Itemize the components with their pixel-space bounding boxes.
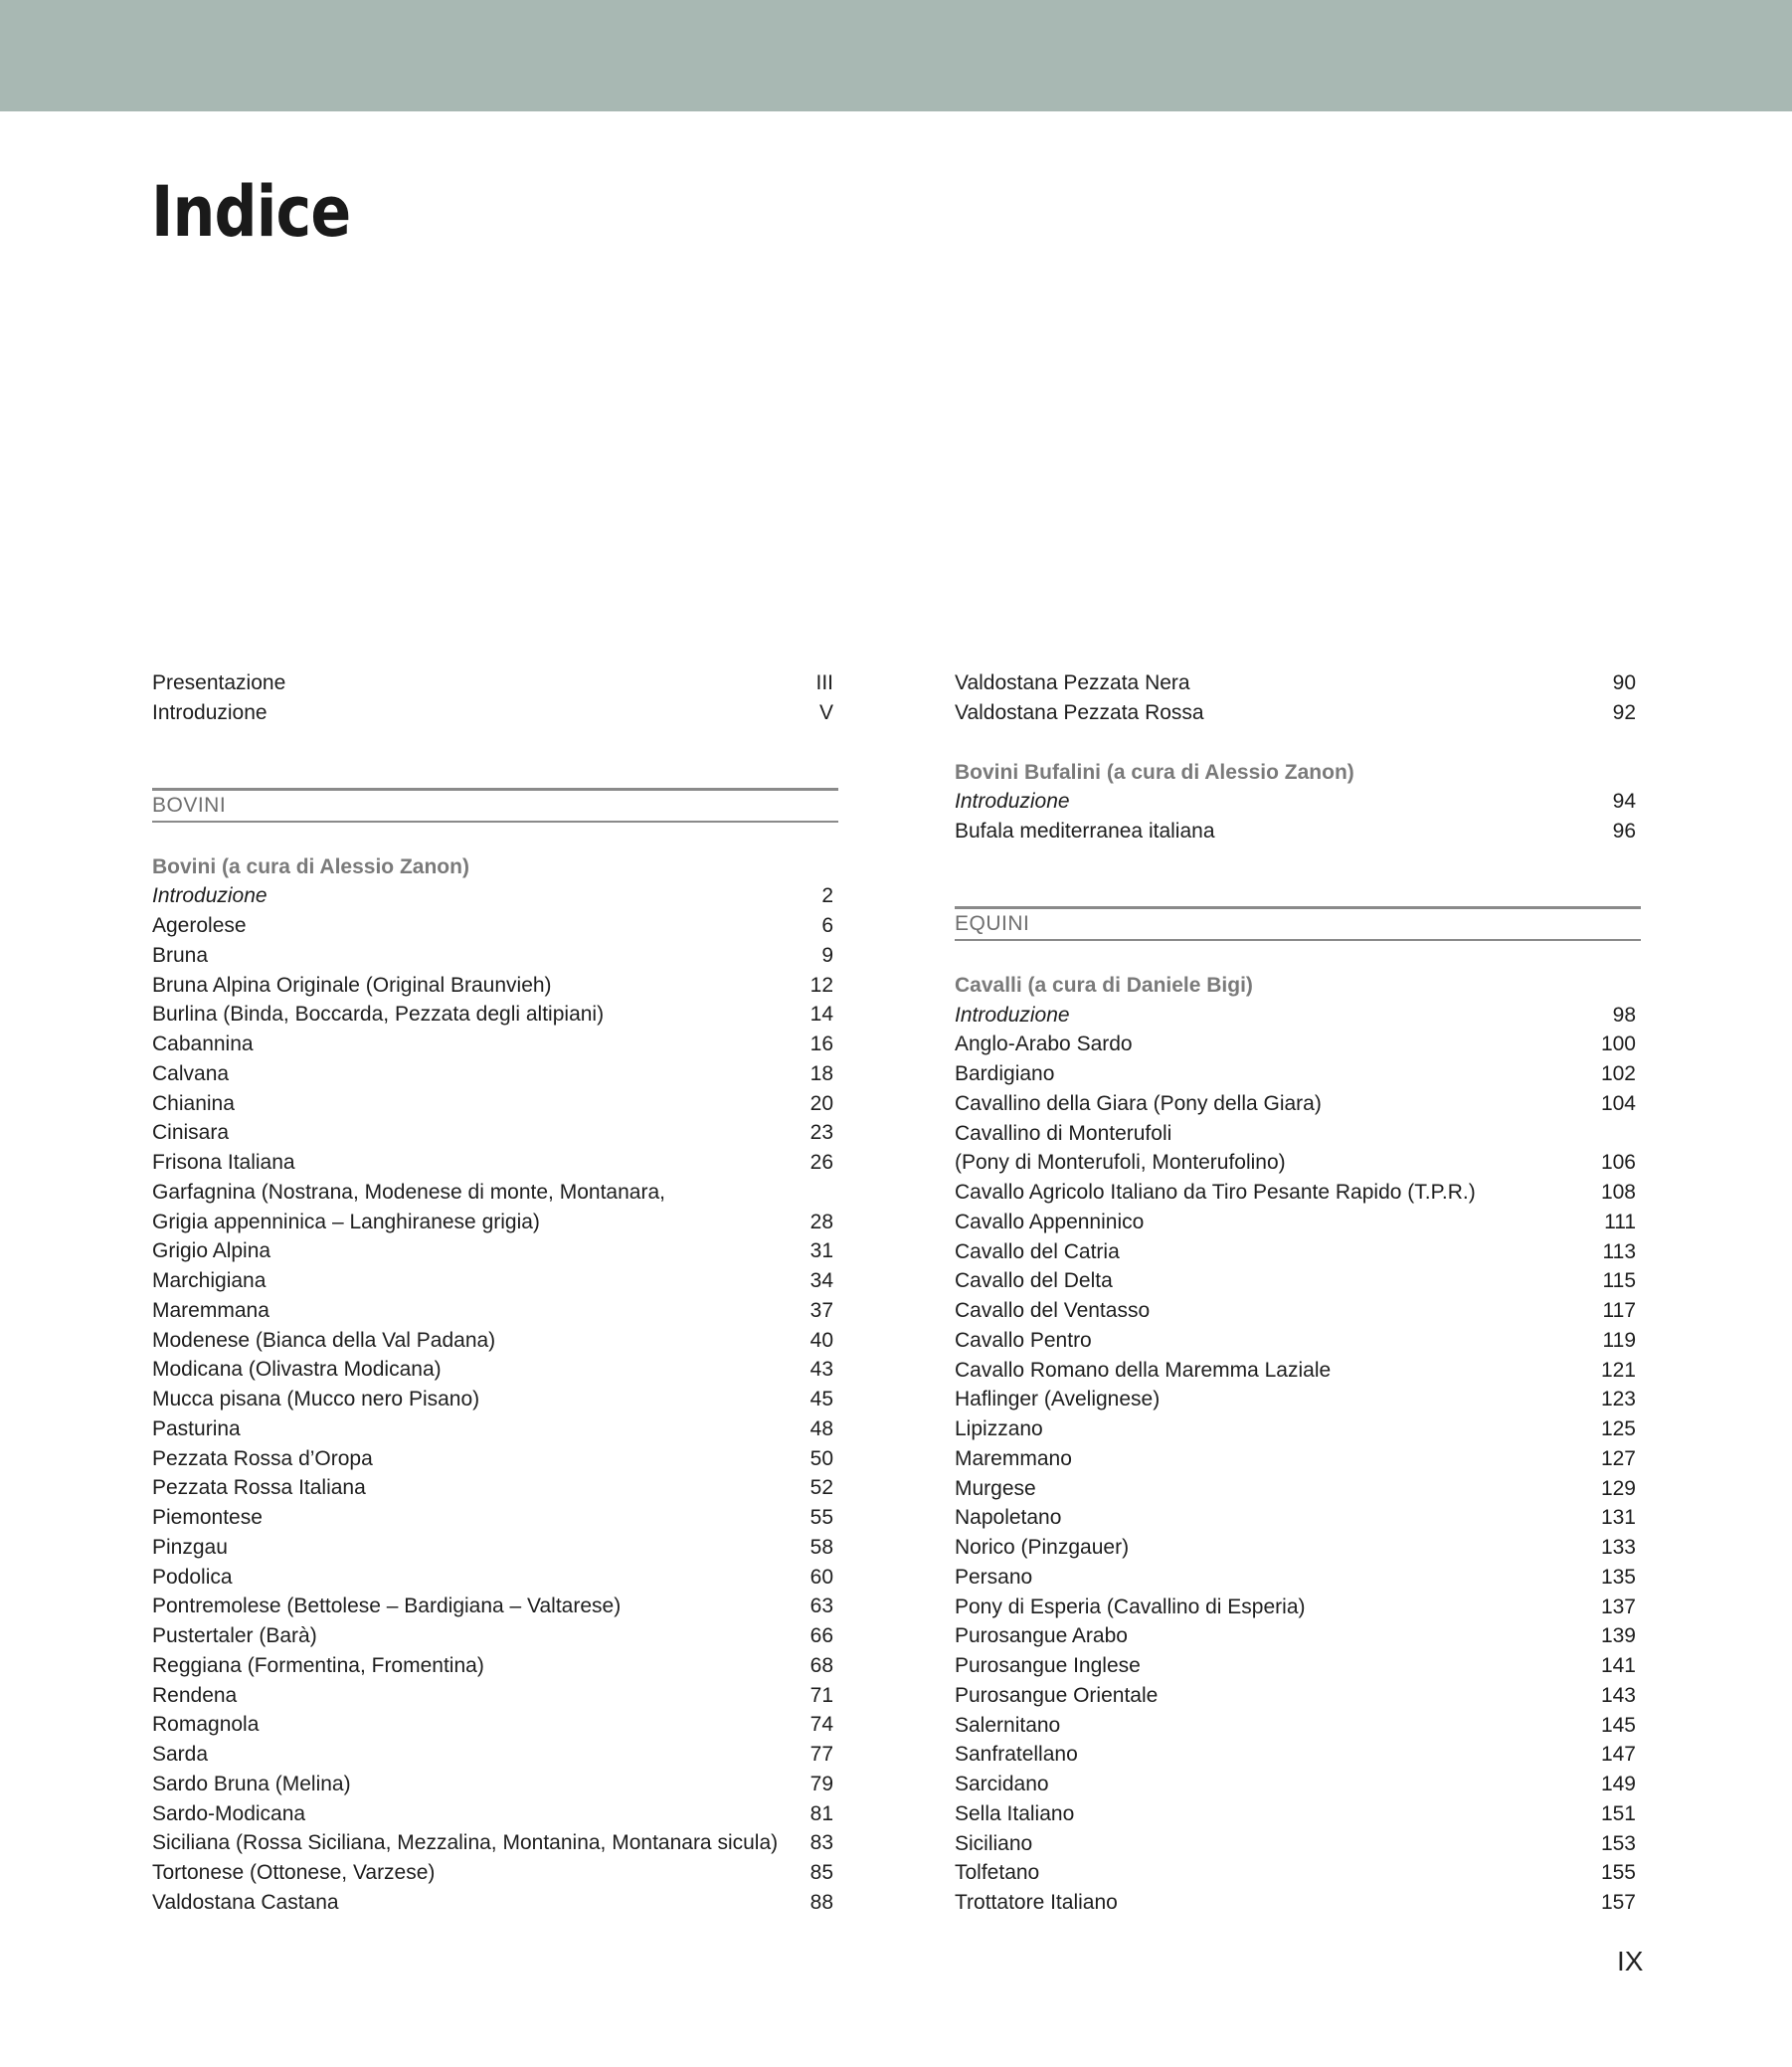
toc-entry <box>152 1503 838 1533</box>
group-heading-bovini: Bovini (a cura di Alessio Zanon) <box>152 854 469 878</box>
toc-entry-title: Cavallo Agricolo Italiano da Tiro Pesante Rapido (T.P.R.) <box>955 1181 1476 1204</box>
toc-entry-title: Pontremolese (Bettolese – Bardigiana – Valtarese) <box>152 1595 622 1618</box>
toc-entry-title: (Pony di Monterufoli, Monterufolino) <box>955 1151 1286 1175</box>
toc-entry <box>152 1178 838 1208</box>
toc-entry <box>955 1296 1641 1326</box>
toc-entry-title: Mucca pisana (Mucco nero Pisano) <box>152 1388 480 1410</box>
toc-entry-title: Maremmana <box>152 1298 269 1322</box>
toc-entry-title: Grigio Alpina <box>152 1239 271 1263</box>
toc-entry-page: 74 <box>809 1713 833 1737</box>
toc-entry <box>152 1236 838 1266</box>
toc-entry-title: Pezzata Rossa d’Oropa <box>152 1446 373 1470</box>
toc-entry-title: Purosangue Arabo <box>955 1624 1128 1648</box>
toc-entry <box>955 1621 1641 1651</box>
toc-entry-page: 106 <box>1600 1151 1636 1175</box>
toc-entry <box>955 1089 1641 1119</box>
toc-entry <box>955 1208 1641 1237</box>
toc-entry-page: 71 <box>809 1683 833 1707</box>
toc-entry-page: 147 <box>1600 1743 1636 1767</box>
toc-entry-page: 129 <box>1600 1476 1636 1500</box>
toc-entry <box>955 1059 1641 1089</box>
toc-entry <box>955 1414 1641 1444</box>
toc-entry-page: 137 <box>1600 1595 1636 1618</box>
toc-entry <box>152 1533 838 1563</box>
toc-entry-page: 23 <box>809 1121 833 1145</box>
page-number: IX <box>1617 1946 1644 1976</box>
toc-entry-title: Rendena <box>152 1683 238 1707</box>
toc-entry-page: 151 <box>1600 1801 1636 1825</box>
toc-entry <box>152 1740 838 1770</box>
toc-entry-page: 37 <box>809 1298 833 1322</box>
toc-entry-page: 77 <box>809 1743 833 1766</box>
toc-entry <box>955 1266 1641 1296</box>
toc-entry <box>152 1118 838 1148</box>
toc-entry-title: Cavallo del Catria <box>955 1239 1120 1263</box>
toc-entry-page: 108 <box>1600 1181 1636 1204</box>
toc-entry <box>152 1651 838 1681</box>
toc-column-left <box>152 668 838 1918</box>
toc-entry-page: 60 <box>809 1565 833 1589</box>
toc-entry-page: 55 <box>809 1506 833 1529</box>
toc-entry <box>152 1059 838 1089</box>
toc-entry-title: Siciliano <box>955 1831 1033 1855</box>
toc-entry <box>152 1563 838 1593</box>
toc-entry-title: Tolfetano <box>955 1861 1040 1885</box>
toc-entry <box>152 1326 838 1356</box>
toc-entry <box>955 1740 1641 1770</box>
toc-entry-title: Valdostana Pezzata Nera <box>955 671 1190 694</box>
toc-entry <box>955 817 1641 846</box>
toc-list-bufalini <box>955 787 1641 846</box>
toc-entry-title: Siciliana (Rossa Siciliana, Mezzalina, Montanina, Montanara sicula) <box>152 1831 779 1855</box>
toc-entry-title: Pinzgau <box>152 1535 228 1559</box>
toc-entry-title: Presentazione <box>152 671 286 694</box>
toc-entry-title: Pony di Esperia (Cavallino di Esperia) <box>955 1595 1306 1618</box>
toc-entry-title: Chianina <box>152 1091 235 1115</box>
toc-entry <box>955 1533 1641 1563</box>
toc-entry-title: Tortonese (Ottonese, Varzese) <box>152 1861 436 1884</box>
toc-entry-page: 18 <box>809 1061 833 1085</box>
toc-entry-page: 81 <box>809 1801 833 1825</box>
toc-entry <box>152 698 838 728</box>
toc-entry-page: 85 <box>809 1861 833 1884</box>
spacer <box>955 728 1641 758</box>
toc-entry-title: Cavallino della Giara (Pony della Giara) <box>955 1091 1322 1115</box>
toc-entry <box>152 1355 838 1385</box>
toc-entry-page: 145 <box>1600 1713 1636 1737</box>
toc-entry-title: Modenese (Bianca della Val Padana) <box>152 1328 496 1352</box>
toc-entry-page: 102 <box>1600 1062 1636 1085</box>
toc-entry-page: 143 <box>1600 1683 1636 1707</box>
toc-entry-page: 100 <box>1600 1033 1636 1056</box>
toc-entry <box>955 1711 1641 1741</box>
toc-entry-title: Romagnola <box>152 1713 260 1737</box>
toc-entry <box>955 1770 1641 1799</box>
toc-entry <box>152 1710 838 1740</box>
toc-entry-page: 83 <box>809 1831 833 1855</box>
toc-list-continued <box>955 668 1641 728</box>
toc-entry-page: 14 <box>809 1003 833 1027</box>
toc-entry-title: Grigia appenninica – Langhiranese grigia) <box>152 1210 540 1233</box>
toc-entry <box>152 1385 838 1414</box>
toc-entry-page: 34 <box>809 1269 833 1292</box>
toc-entry-title: Reggiana (Formentina, Fromentina) <box>152 1653 484 1677</box>
toc-entry <box>955 1888 1641 1918</box>
toc-entry-title: Sarcidano <box>955 1773 1049 1795</box>
toc-entry <box>955 1829 1641 1859</box>
toc-list-bovini <box>152 881 838 1917</box>
toc-entry <box>955 1563 1641 1593</box>
toc-entry-page: 135 <box>1600 1565 1636 1589</box>
toc-entry-page: 6 <box>821 914 833 937</box>
toc-entry-page: 94 <box>1612 790 1636 814</box>
toc-entry <box>152 1473 838 1503</box>
toc-entry-title: Maremmano <box>955 1446 1072 1470</box>
toc-entry <box>152 1681 838 1711</box>
toc-entry-title: Cinisara <box>152 1121 230 1145</box>
toc-entry-title: Valdostana Castana <box>152 1890 339 1914</box>
toc-entry <box>152 941 838 971</box>
toc-entry-title: Modicana (Olivastra Modicana) <box>152 1358 442 1382</box>
toc-entry-title: Salernitano <box>955 1713 1061 1737</box>
toc-entry <box>152 1266 838 1296</box>
toc-entry-title: Marchigiana <box>152 1269 267 1292</box>
toc-entry-title: Purosangue Orientale <box>955 1683 1159 1707</box>
toc-entry <box>955 1001 1641 1031</box>
toc-entry <box>955 1178 1641 1208</box>
toc-entry <box>152 1770 838 1799</box>
group-heading-cavalli: Cavalli (a cura di Daniele Bigi) <box>955 973 1253 997</box>
toc-entry <box>152 1799 838 1829</box>
toc-entry-title: Introduzione <box>152 884 268 908</box>
toc-entry-page: 119 <box>1602 1328 1636 1352</box>
toc-entry-page: 2 <box>821 884 833 908</box>
spacer <box>152 758 838 788</box>
toc-entry-title: Sardo-Modicana <box>152 1801 306 1825</box>
toc-entry-title: Cavallo Appenninico <box>955 1210 1145 1233</box>
toc-entry-title: Pustertaler (Barà) <box>152 1624 317 1647</box>
toc-entry <box>152 1148 838 1178</box>
toc-entry <box>152 911 838 941</box>
toc-entry-title: Cabannina <box>152 1033 254 1055</box>
toc-entry-page: 125 <box>1600 1417 1636 1440</box>
toc-entry <box>955 1444 1641 1474</box>
toc-entry <box>152 1828 838 1858</box>
toc-entry <box>152 881 838 911</box>
toc-entry <box>955 1030 1641 1059</box>
toc-entry <box>955 1356 1641 1386</box>
toc-entry-title: Trottatore Italiano <box>955 1891 1118 1914</box>
toc-entry <box>955 787 1641 817</box>
toc-entry-title: Bardigiano <box>955 1062 1055 1085</box>
toc-entry-title: Introduzione <box>955 1003 1070 1027</box>
toc-entry-title: Napoletano <box>955 1506 1062 1530</box>
toc-entry-page: 50 <box>809 1446 833 1470</box>
toc-entry <box>152 1858 838 1888</box>
toc-entry-title: Bufala mediterranea italiana <box>955 820 1215 843</box>
toc-entry-page: 113 <box>1602 1239 1636 1263</box>
toc-entry-page: 52 <box>809 1476 833 1500</box>
toc-entry-page: 115 <box>1602 1269 1636 1293</box>
toc-entry-title: Podolica <box>152 1565 233 1589</box>
toc-column-right <box>955 668 1641 1918</box>
toc-entry <box>152 668 838 698</box>
toc-entry-page: 68 <box>809 1653 833 1677</box>
toc-entry-title: Sardo Bruna (Melina) <box>152 1772 351 1795</box>
toc-entry-page: 88 <box>809 1890 833 1914</box>
toc-entry-title: Persano <box>955 1565 1033 1589</box>
toc-entry <box>152 1444 838 1474</box>
toc-entry-title: Introduzione <box>955 790 1070 814</box>
toc-entry-title: Burlina (Binda, Boccarda, Pezzata degli altipiani) <box>152 1003 605 1027</box>
toc-entry-title: Cavallino di Monterufoli <box>955 1121 1172 1145</box>
toc-entry-page: 90 <box>1612 671 1636 694</box>
toc-entry-page: 96 <box>1612 820 1636 843</box>
toc-entry-page: 149 <box>1600 1773 1636 1795</box>
toc-entry <box>152 1414 838 1444</box>
toc-entry-title: Calvana <box>152 1061 230 1085</box>
toc-entry-title: Agerolese <box>152 914 247 937</box>
toc-entry <box>955 1858 1641 1888</box>
toc-entry-title: Bruna Alpina Originale (Original Braunvieh) <box>152 973 552 997</box>
toc-entry-title: Cavallo Romano della Maremma Laziale <box>955 1358 1332 1382</box>
toc-entry-page: 58 <box>809 1535 833 1559</box>
toc-entry-page: V <box>818 700 833 724</box>
toc-entry-title: Pasturina <box>152 1416 241 1440</box>
toc-entry <box>955 1148 1641 1178</box>
toc-entry-title: Norico (Pinzgauer) <box>955 1536 1130 1559</box>
toc-entry-page: 16 <box>809 1033 833 1055</box>
toc-entry-page: 66 <box>809 1624 833 1647</box>
spacer <box>152 728 838 758</box>
toc-entry-page: 131 <box>1600 1506 1636 1530</box>
toc-entry-title: Cavallo Pentro <box>955 1328 1092 1352</box>
toc-entry <box>152 971 838 1001</box>
toc-entry-page: 121 <box>1600 1358 1636 1382</box>
toc-entry-page: 104 <box>1600 1091 1636 1115</box>
toc-entry <box>955 1474 1641 1504</box>
toc-entry <box>152 1296 838 1326</box>
toc-entry-title: Cavallo del Delta <box>955 1269 1113 1293</box>
toc-entry <box>955 1681 1641 1711</box>
toc-entry-page: 79 <box>809 1772 833 1795</box>
toc-entry-title: Pezzata Rossa Italiana <box>152 1476 366 1500</box>
toc-entry-page: 117 <box>1602 1299 1636 1322</box>
toc-entry-page: 43 <box>809 1358 833 1382</box>
toc-entry-page: 45 <box>809 1388 833 1410</box>
toc-entry <box>955 1326 1641 1356</box>
toc-entry-page: 157 <box>1600 1891 1636 1914</box>
toc-entry <box>955 1503 1641 1533</box>
toc-entry-page: 9 <box>821 943 833 967</box>
toc-entry-page: III <box>815 671 833 694</box>
toc-entry <box>152 1621 838 1651</box>
section-heading-equini: EQUINI <box>955 906 1641 941</box>
toc-entry <box>955 698 1641 728</box>
spacer <box>955 846 1641 876</box>
toc-entry-title: Purosangue Inglese <box>955 1654 1141 1677</box>
toc-entry-page: 40 <box>809 1328 833 1352</box>
toc-entry-page: 141 <box>1600 1654 1636 1677</box>
toc-entry-page: 26 <box>809 1151 833 1174</box>
toc-entry-title: Murgese <box>955 1476 1036 1500</box>
toc-entry-page: 139 <box>1600 1624 1636 1648</box>
toc-entry <box>152 1888 838 1918</box>
toc-entry <box>955 1651 1641 1681</box>
toc-entry-page: 155 <box>1600 1861 1636 1885</box>
toc-entry-title: Sella Italiano <box>955 1801 1075 1825</box>
page-title: Indice <box>151 171 351 253</box>
toc-entry-title: Haflinger (Avelignese) <box>955 1388 1161 1411</box>
toc-entry-title: Garfagnina (Nostrana, Modenese di monte, Montanara, <box>152 1180 665 1204</box>
toc-entry <box>955 1119 1641 1149</box>
spacer <box>955 876 1641 906</box>
toc-entry-title: Anglo-Arabo Sardo <box>955 1033 1133 1056</box>
toc-entry-page: 92 <box>1612 700 1636 724</box>
toc-entry-title: Introduzione <box>152 700 268 724</box>
toc-entry <box>955 1799 1641 1829</box>
toc-entry-title: Cavallo del Ventasso <box>955 1299 1151 1322</box>
section-heading-bovini: BOVINI <box>152 788 838 823</box>
toc-entry <box>152 1000 838 1030</box>
toc-entry-page: 28 <box>809 1210 833 1233</box>
toc-entry-page: 48 <box>809 1416 833 1440</box>
toc-entry-page: 153 <box>1600 1831 1636 1855</box>
toc-entry-page: 12 <box>809 973 833 997</box>
toc-entry-title: Frisona Italiana <box>152 1151 295 1174</box>
toc-entry-title: Piemontese <box>152 1506 263 1529</box>
toc-list-cavalli <box>955 1001 1641 1918</box>
toc-entry-page: 111 <box>1604 1210 1636 1233</box>
toc-entry <box>955 1385 1641 1414</box>
group-heading-bufalini: Bovini Bufalini (a cura di Alessio Zanon) <box>955 760 1354 784</box>
toc-entry <box>955 1593 1641 1622</box>
toc-entry-page: 98 <box>1612 1003 1636 1027</box>
toc-entry-page: 63 <box>809 1595 833 1618</box>
toc-entry <box>152 1089 838 1119</box>
toc-entry <box>152 1208 838 1237</box>
toc-entry-title: Bruna <box>152 943 209 967</box>
toc-entry-title: Lipizzano <box>955 1417 1043 1440</box>
header-band <box>0 0 1792 111</box>
toc-entry-title: Valdostana Pezzata Rossa <box>955 700 1204 724</box>
toc-entry-title: Sanfratellano <box>955 1743 1078 1767</box>
toc-entry-page: 31 <box>809 1239 833 1263</box>
toc-entry-page: 133 <box>1600 1536 1636 1559</box>
toc-entry <box>152 1592 838 1621</box>
toc-entry <box>152 1030 838 1059</box>
toc-entry-title: Sarda <box>152 1743 209 1766</box>
toc-entry <box>955 1237 1641 1267</box>
toc-entry-page: 123 <box>1600 1388 1636 1411</box>
toc-entry-page: 20 <box>809 1091 833 1115</box>
toc-entry <box>955 668 1641 698</box>
toc-entry-page: 127 <box>1600 1446 1636 1470</box>
front-matter-list <box>152 668 838 728</box>
